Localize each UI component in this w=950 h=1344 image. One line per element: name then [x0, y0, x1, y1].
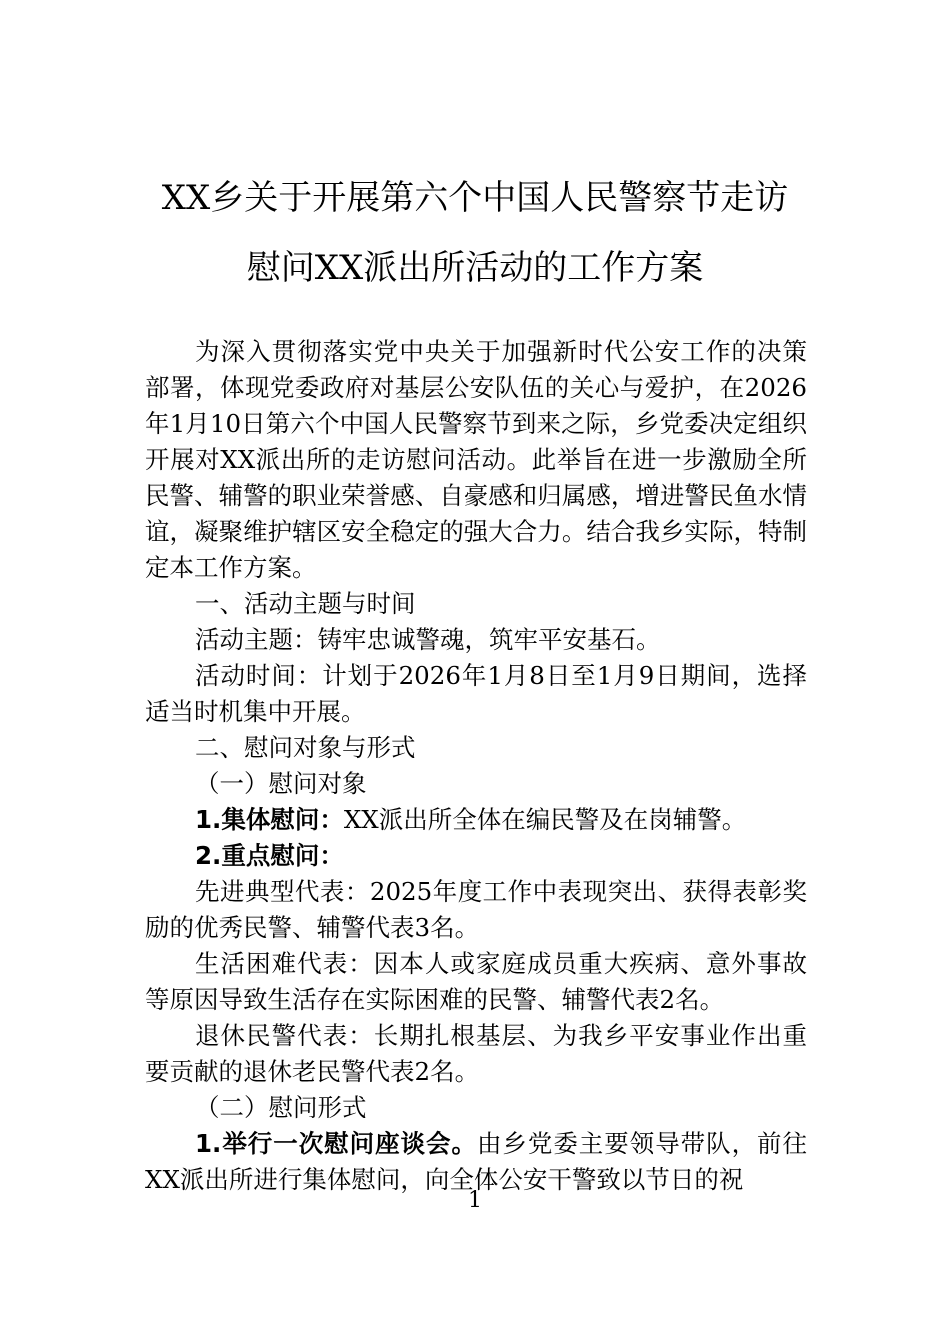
advanced-representatives: 先进典型代表：2025年度工作中表现突出、获得表彰奖励的优秀民警、辅警代表3名。: [145, 877, 807, 942]
visit-form-1-label: 1.举行一次慰问座谈会。: [195, 1129, 477, 1158]
retired-representatives: 退休民警代表：长期扎根基层、为我乡平安事业作出重要贡献的退休老民警代表2名。: [145, 1021, 807, 1086]
page-number: 1: [468, 1188, 482, 1213]
section-1-heading: 一、活动主题与时间: [195, 589, 416, 618]
hardship-representatives: 生活困难代表：因本人或家庭成员重大疾病、意外事故等原因导致生活存在实际困难的民警、辅警代表2名。: [145, 949, 807, 1014]
subsection-1-heading: （一）慰问对象: [195, 769, 367, 798]
collective-visit-item: [145, 802, 807, 838]
collective-visit-label: 1.集体慰问：: [195, 805, 344, 834]
key-visit-label: 2.重点慰问：: [195, 841, 344, 870]
subsection-2-heading: （二）慰问形式: [195, 1093, 367, 1122]
activity-theme: 活动主题：铸牢忠诚警魂，筑牢平安基石。: [195, 625, 661, 654]
document-title-line-1: XX乡关于开展第六个中国人民警察节走访: [161, 178, 789, 218]
activity-time: 活动时间：计划于2026年1月8日至1月9日期间，选择适当时机集中开展。: [145, 661, 807, 726]
collective-visit-text: XX派出所全体在编民警及在岗辅警。: [343, 805, 747, 834]
visit-form-1-text: 由乡党委主要领导带队，前往XX派出所进行集体慰问，向全体公安干警致以节日的祝: [145, 1129, 808, 1194]
document-title-line-2: 慰问XX派出所活动的工作方案: [246, 248, 704, 288]
key-visit-item: [145, 838, 807, 874]
intro-paragraph: 为深入贯彻落实党中央关于加强新时代公安工作的决策部署，体现党委政府对基层公安队伍的关心与爱护，在2026年1月10日第六个中国人民警察节到来之际，乡党委决定组织开展对XX派出所的走访慰问活动。此举旨在进一步激励全所民警、辅警的职业荣誉感、自豪感和归属感，增进警民鱼水情谊，凝聚维护辖区安全稳定的强大合力。结合我乡实际，特制定本工作方案。: [145, 337, 807, 582]
section-2-heading: 二、慰问对象与形式: [195, 733, 416, 762]
document-body: [145, 334, 807, 1198]
